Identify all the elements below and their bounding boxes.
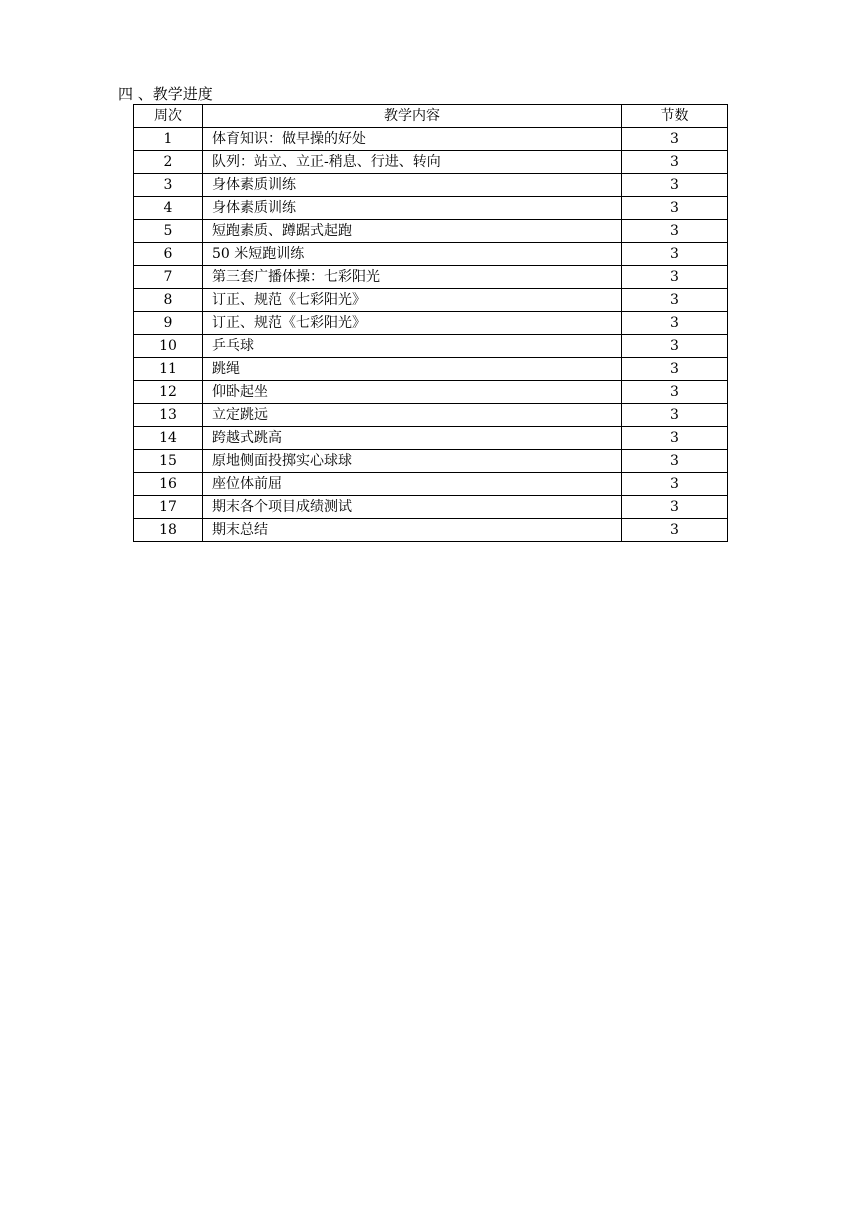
week-cell: 15 [134,450,203,473]
periods-cell: 3 [622,335,728,358]
periods-cell: 3 [622,266,728,289]
table-row [134,427,728,450]
week-cell: 5 [134,220,203,243]
periods-cell: 3 [622,404,728,427]
week-cell: 6 [134,243,203,266]
content-cell: 座位体前屈 [203,473,622,496]
content-cell: 身体素质训练 [203,174,622,197]
content-cell: 跳绳 [203,358,622,381]
periods-cell: 3 [622,450,728,473]
content-cell: 50 米短跑训练 [203,243,622,266]
header-content: 教学内容 [203,105,622,128]
week-cell: 14 [134,427,203,450]
periods-cell: 3 [622,220,728,243]
teaching-schedule-table [133,104,728,542]
table-row [134,404,728,427]
week-cell: 18 [134,519,203,542]
table-row [134,128,728,151]
week-cell: 4 [134,197,203,220]
table-row [134,266,728,289]
table-row [134,473,728,496]
table-row [134,220,728,243]
periods-cell: 3 [622,358,728,381]
table-row [134,496,728,519]
content-cell: 期末总结 [203,519,622,542]
periods-cell: 3 [622,197,728,220]
periods-cell: 3 [622,519,728,542]
week-cell: 13 [134,404,203,427]
table-row [134,197,728,220]
periods-cell: 3 [622,496,728,519]
table-row [134,519,728,542]
table-row [134,243,728,266]
content-cell: 期末各个项目成绩测试 [203,496,622,519]
week-cell: 2 [134,151,203,174]
table-row [134,289,728,312]
content-cell: 第三套广播体操：七彩阳光 [203,266,622,289]
header-week: 周次 [134,105,203,128]
table-row [134,450,728,473]
content-cell: 仰卧起坐 [203,381,622,404]
week-cell: 7 [134,266,203,289]
week-cell: 16 [134,473,203,496]
week-cell: 10 [134,335,203,358]
table-row [134,335,728,358]
week-cell: 3 [134,174,203,197]
week-cell: 1 [134,128,203,151]
week-cell: 8 [134,289,203,312]
periods-cell: 3 [622,427,728,450]
table-header-row [134,105,728,128]
content-cell: 身体素质训练 [203,197,622,220]
content-cell: 订正、规范《七彩阳光》 [203,289,622,312]
table-row [134,312,728,335]
content-cell: 立定跳远 [203,404,622,427]
content-cell: 跨越式跳高 [203,427,622,450]
header-periods: 节数 [622,105,728,128]
section-heading: 四 、教学进度 [118,85,213,103]
periods-cell: 3 [622,473,728,496]
week-cell: 9 [134,312,203,335]
periods-cell: 3 [622,151,728,174]
content-cell: 队列：站立、立正-稍息、行进、转向 [203,151,622,174]
table-row [134,381,728,404]
content-cell: 体育知识：做早操的好处 [203,128,622,151]
periods-cell: 3 [622,289,728,312]
periods-cell: 3 [622,174,728,197]
week-cell: 11 [134,358,203,381]
periods-cell: 3 [622,312,728,335]
content-cell: 原地侧面投掷实心球球 [203,450,622,473]
content-cell: 订正、规范《七彩阳光》 [203,312,622,335]
table-row [134,151,728,174]
content-cell: 乒乓球 [203,335,622,358]
table-row [134,174,728,197]
periods-cell: 3 [622,381,728,404]
content-cell: 短跑素质、蹲踞式起跑 [203,220,622,243]
table-body [134,128,728,542]
periods-cell: 3 [622,128,728,151]
week-cell: 17 [134,496,203,519]
week-cell: 12 [134,381,203,404]
periods-cell: 3 [622,243,728,266]
table-row [134,358,728,381]
